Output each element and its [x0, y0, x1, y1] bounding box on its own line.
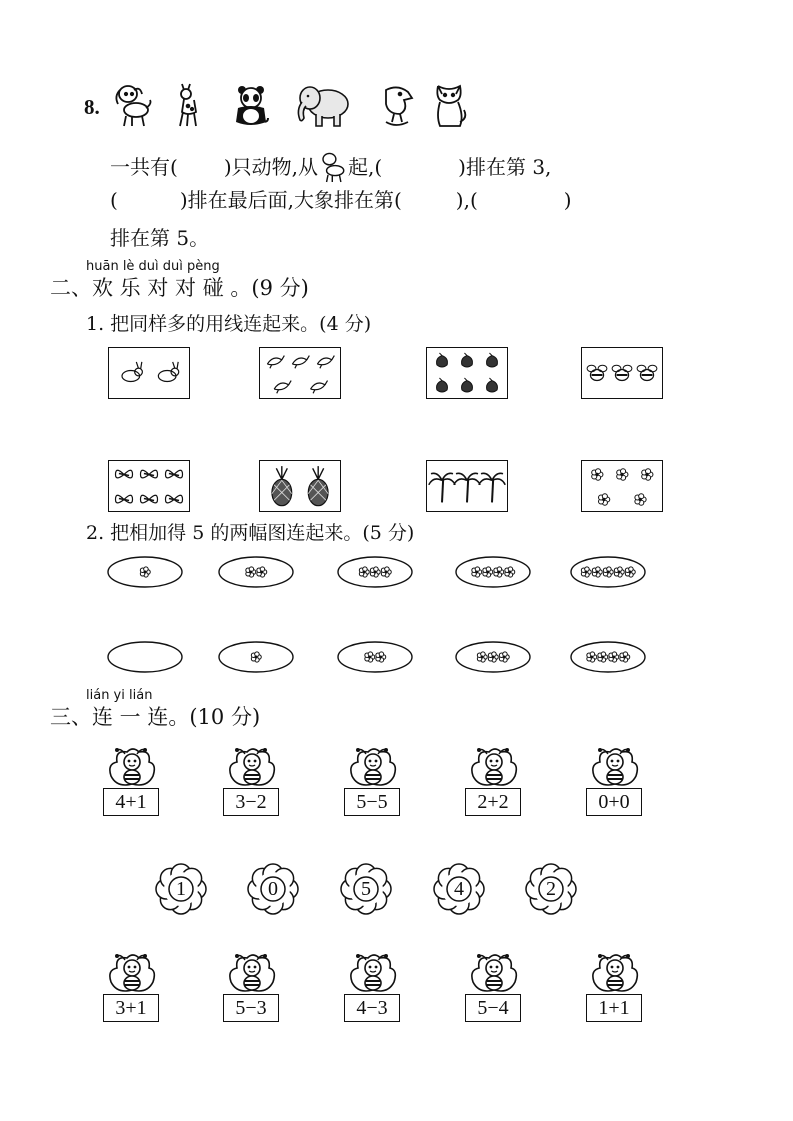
bee-card[interactable]	[465, 952, 521, 1028]
picture-box[interactable]	[108, 347, 190, 399]
bee-card[interactable]	[223, 746, 279, 822]
butterfly-icon	[116, 495, 133, 503]
bee-card[interactable]	[586, 746, 642, 822]
flower-icon	[592, 469, 603, 481]
expression-box: 4+1	[103, 788, 159, 816]
bee-card[interactable]	[103, 952, 159, 1028]
animal-row	[112, 78, 472, 130]
text-segment: ),(	[455, 188, 478, 212]
bee-flower-icon	[590, 952, 640, 994]
bee-card[interactable]	[465, 746, 521, 822]
flower-oval[interactable]	[337, 641, 413, 673]
flower-oval[interactable]	[218, 556, 294, 588]
bee-card[interactable]	[344, 952, 400, 1028]
flower-oval[interactable]	[107, 641, 183, 673]
flower-oval[interactable]	[107, 556, 183, 588]
dog-icon	[112, 82, 154, 128]
section-2-pinyin: huān lè duì duì pèng	[86, 259, 220, 274]
number-flower[interactable]	[524, 862, 578, 916]
flower-number: 0	[268, 877, 278, 900]
bee-flower-icon	[348, 952, 398, 994]
shrimp-icon	[267, 356, 284, 369]
pineapple-icon	[260, 461, 340, 511]
expression-box: 0+0	[586, 788, 642, 816]
text-segment: )排在第 3,	[458, 155, 552, 179]
expression-box: 3+1	[103, 994, 159, 1022]
peach-icon	[487, 353, 498, 367]
expression-box: 4−3	[344, 994, 400, 1022]
picture-box[interactable]	[426, 460, 508, 512]
butterfly-icon	[141, 470, 158, 478]
butterfly-icon	[109, 461, 189, 511]
shrimp-icon	[274, 381, 291, 394]
expression-box: 2+2	[465, 788, 521, 816]
expression-box: 5−5	[344, 788, 400, 816]
shrimp-icon	[317, 356, 334, 369]
butterfly-icon	[166, 470, 183, 478]
expression-box: 1+1	[586, 994, 642, 1022]
rabbit-icon	[158, 362, 178, 382]
q8-line-2	[110, 190, 572, 210]
deer-icon	[174, 82, 202, 128]
bee-flower-icon	[107, 952, 157, 994]
text-segment: (	[110, 188, 118, 212]
pineapple-icon	[308, 466, 328, 506]
flower-icon	[642, 469, 653, 481]
butterfly-icon	[116, 470, 133, 478]
flower-oval[interactable]	[570, 641, 646, 673]
flower-oval[interactable]	[337, 556, 413, 588]
palm-tree-icon	[427, 461, 507, 511]
bee-card[interactable]	[344, 746, 400, 822]
question-number: 8.	[84, 95, 100, 119]
flower-icon	[617, 469, 628, 481]
expression-box: 5−4	[465, 994, 521, 1022]
flower-icon	[582, 461, 662, 511]
dog-icon	[318, 150, 348, 184]
rabbit-icon	[122, 362, 142, 382]
number-flower[interactable]	[432, 862, 486, 916]
flower-number: 4	[454, 877, 464, 900]
q8-line-1	[110, 150, 551, 184]
peach-icon	[462, 353, 473, 367]
text-segment: )排在最后面,大象排在第(	[179, 188, 402, 212]
text-segment: )	[563, 188, 572, 212]
palm-tree-icon	[429, 473, 455, 502]
bee-card[interactable]	[103, 746, 159, 822]
bee-icon	[582, 348, 662, 398]
text-segment: 一共有(	[110, 155, 178, 179]
bee-icon	[637, 365, 657, 380]
bee-icon	[587, 365, 607, 380]
elephant-icon	[294, 80, 352, 128]
peach-icon	[437, 378, 448, 392]
question-1: 1. 把同样多的用线连起来。(4 分)	[86, 313, 372, 335]
peach-icon	[487, 378, 498, 392]
flower-icon	[599, 494, 610, 506]
text-segment: 起,(	[347, 155, 383, 179]
butterfly-icon	[141, 495, 158, 503]
flower-number: 2	[546, 877, 556, 900]
number-flower[interactable]	[246, 862, 300, 916]
bee-flower-icon	[227, 746, 277, 788]
flower-oval[interactable]	[570, 556, 646, 588]
picture-box[interactable]	[259, 460, 341, 512]
section-3-title: 三、连 一 连。(10 分)	[50, 705, 261, 729]
picture-box[interactable]	[259, 347, 341, 399]
palm-tree-icon	[479, 473, 505, 502]
picture-box[interactable]	[426, 347, 508, 399]
flower-number: 5	[361, 877, 371, 900]
picture-box[interactable]	[108, 460, 190, 512]
pineapple-icon	[272, 466, 292, 506]
section-2-title: 二、欢 乐 对 对 碰 。(9 分)	[50, 276, 309, 300]
bee-flower-icon	[469, 746, 519, 788]
panda-icon	[234, 84, 270, 126]
shrimp-icon	[260, 348, 340, 398]
shrimp-icon	[311, 381, 328, 394]
flower-number: 1	[176, 877, 186, 900]
flower-oval[interactable]	[218, 641, 294, 673]
picture-box[interactable]	[581, 460, 663, 512]
bee-card[interactable]	[586, 952, 642, 1028]
peach-icon	[427, 348, 507, 398]
rabbit-icon	[109, 348, 189, 398]
bee-flower-icon	[227, 952, 277, 994]
flower-oval[interactable]	[455, 641, 531, 673]
bee-icon	[612, 365, 632, 380]
question-2: 2. 把相加得 5 的两幅图连起来。(5 分)	[86, 522, 415, 544]
section-3-pinyin: lián yi lián	[86, 688, 153, 703]
butterfly-icon	[166, 495, 183, 503]
picture-box[interactable]	[581, 347, 663, 399]
number-flower[interactable]	[154, 862, 208, 916]
bee-flower-icon	[469, 952, 519, 994]
q8-line-3: 排在第 5。	[110, 226, 210, 250]
shrimp-icon	[292, 356, 309, 369]
cat-icon	[432, 82, 468, 128]
text-segment: )只动物,从	[223, 155, 318, 179]
bee-card[interactable]	[223, 952, 279, 1028]
bee-flower-icon	[590, 746, 640, 788]
flower-icon	[635, 494, 646, 506]
bird-icon	[380, 84, 414, 128]
number-flower[interactable]	[339, 862, 393, 916]
bee-flower-icon	[107, 746, 157, 788]
bee-flower-icon	[348, 746, 398, 788]
expression-box: 3−2	[223, 788, 279, 816]
peach-icon	[462, 378, 473, 392]
palm-tree-icon	[454, 473, 480, 502]
expression-box: 5−3	[223, 994, 279, 1022]
flower-oval[interactable]	[455, 556, 531, 588]
peach-icon	[437, 353, 448, 367]
